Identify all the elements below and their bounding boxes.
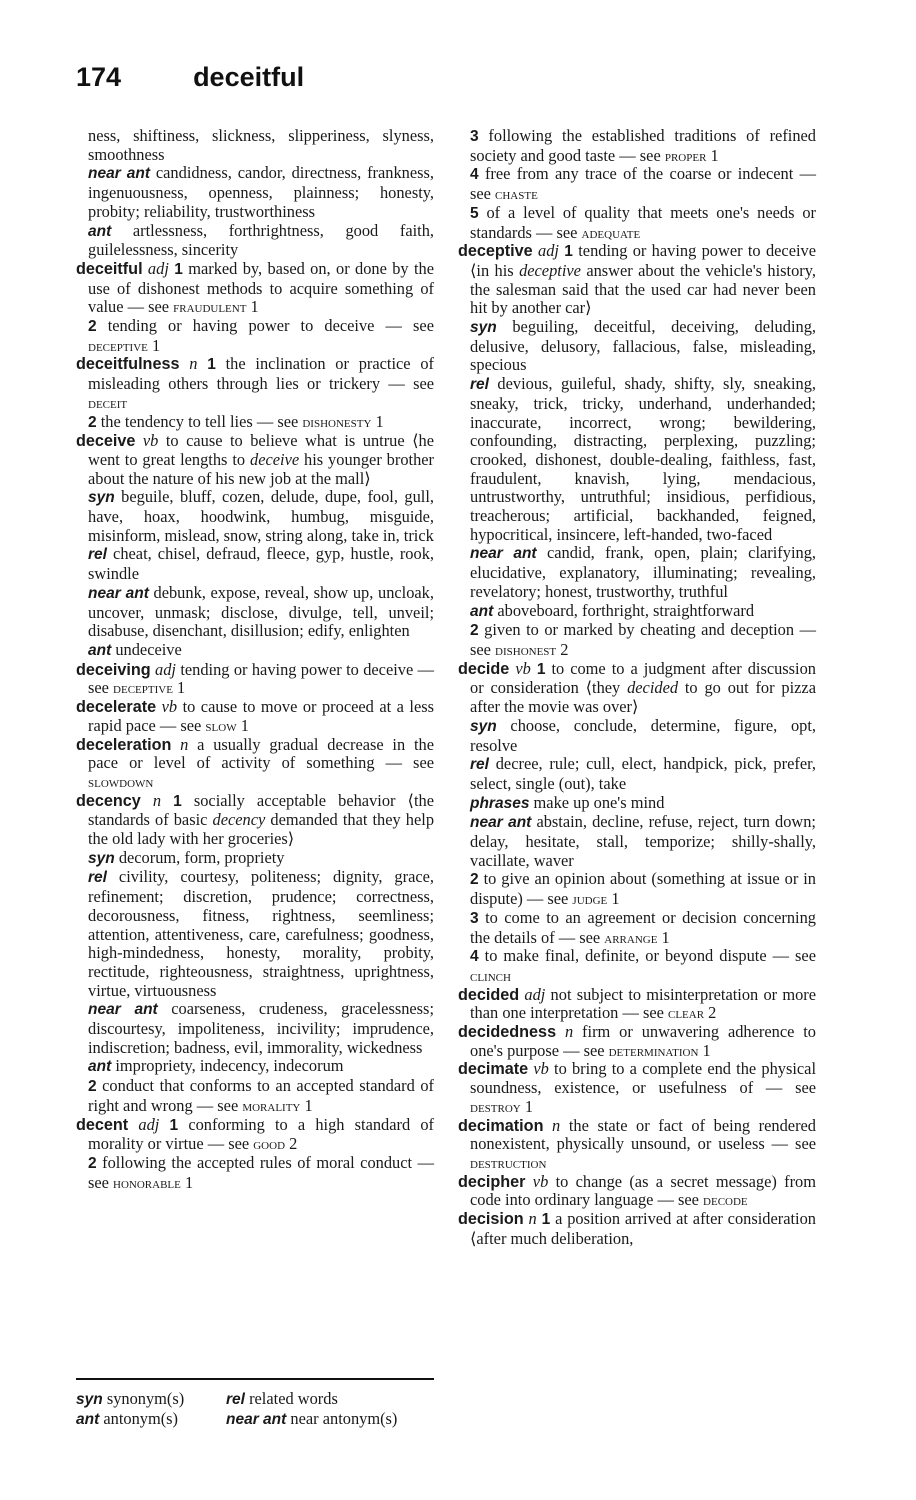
entry-subsense [458,318,816,375]
section-label: rel [88,869,107,887]
entry-text: to cause to move or proceed at a less rapid pace — see [88,697,434,735]
entry-text: cheat, chisel, defraud, fleece, gyp, hustle, rook, swindle [88,544,434,584]
italic-text: n [189,354,198,374]
dictionary-entry [458,1117,816,1173]
dictionary-entry [458,1023,816,1060]
headword: deceive [76,432,136,451]
entry-subsense [458,717,816,755]
entry-text: impropriety, indecency, indecorum [111,1056,344,1076]
sense-number: 1 [174,260,183,278]
headword: decimation [458,1116,544,1135]
legend-item-syn: syn synonym(s) [76,1389,185,1408]
sense-number: 3 [470,909,479,927]
cross-reference: clear [667,1003,705,1023]
entry-subsense [458,870,816,908]
section-label: syn [470,319,497,337]
dictionary-entry [76,661,434,698]
italic-text: adj [147,258,169,278]
section-label: phrases [470,794,530,812]
entry-subsense [458,165,816,203]
dictionary-entry [458,1060,816,1116]
entry-text [135,431,142,450]
entry-text: devious, guileful, shady, shifty, sly, sneaking, sneaky, trick, tricky, underhand, underhanded; inaccurate, incorrect, wrong; bewildering, confounding, distracting, perplexing, puzzling; crooked, dishonest, double-dealing, faithless, fast, fraudulent, knavish, lying, mendacious, untrustworthy, untruthful; insidious, perfidious, treacherous; artificial, backhanded, feigned, hypocritical, insincere, left-handed, two-faced [470,374,816,544]
cross-reference: clinch [470,965,511,985]
section-label: near ant [470,545,537,563]
cross-reference: deceptive [113,678,173,698]
section-label: syn [88,849,115,867]
cross-reference: deceptive [88,335,148,355]
sense-number: 4 [470,948,479,966]
entry-text [171,735,180,754]
entry-text: his younger brother about the nature of his new job at the mall⟩ [88,449,435,488]
dictionary-entry [76,355,434,412]
sense-number: 2 [88,1154,97,1172]
headword: deceleration [76,735,172,754]
entry-text: beguile, bluff, cozen, delude, dupe, fool, gull, have, hoax, hoodwink, humbug, misguide, misinform, mislead, snow, string along, take in, trick [88,487,434,545]
dictionary-entry [76,260,434,317]
dictionary-entry [76,736,434,792]
entry-text: firm or unwavering adherence to one's purpose — see [470,1022,816,1060]
italic-text: decency [212,810,266,830]
headword: decimate [458,1060,529,1079]
entry-subsense [76,1154,434,1192]
entry-subsense [76,222,434,260]
entry-subsense [76,1057,434,1077]
entry-subsense [76,584,434,641]
dictionary-entry [76,432,434,488]
running-header [76,62,304,93]
cross-reference: fraudulent [173,297,247,317]
entry-text: conforming to a high standard of morality or virtue — see [88,1114,434,1154]
section-label: rel [470,376,489,394]
section-label: near ant [470,814,532,832]
entry-text: debunk, expose, reveal, show up, uncloak, uncover, unmask; disclose, divulge, tell, unveil; disabuse, disenchant, disillusion; edify, enlighten [88,582,434,641]
italic-text: n [152,790,162,810]
entry-text: make up one's mind [529,792,665,812]
cross-reference: good [253,1134,286,1154]
entry-text: to come to a judgment after discussion or consideration ⟨they [470,658,816,698]
sense-number: 2 [88,318,97,336]
entry-text: answer about the vehicle's history, the salesman said that the used car had never been hit by another car⟩ [470,260,816,318]
italic-text: vb [515,658,531,678]
entry-text: demanded that they help the old lady with her groceries⟩ [88,810,435,849]
headword: decelerate [76,698,157,717]
sense-number: 1 [173,792,182,810]
entry-text: to make final, definite, or beyond dispute — see [478,946,816,966]
sense-number: 2 [470,871,479,889]
section-label: rel [88,546,107,564]
headword: deceptive [458,242,533,261]
headword: decency [76,791,141,810]
sense-number: 1 [169,1116,179,1134]
dictionary-entry [458,1173,816,1210]
entry-text: candidness, candor, directness, frankness, ingenuousness, openness, plainness; honesty, probity; reliability, trustworthiness [88,163,434,221]
italic-text: n [564,1022,574,1042]
entry-text: 1 [706,145,719,165]
entry-text: 1 [371,411,384,431]
entry-text: aboveboard, forthright, straightforward [493,600,755,620]
entry-subsense [458,204,816,242]
headword: decipher [458,1172,526,1191]
left-column [76,127,434,1192]
abbreviation-legend [76,1378,434,1429]
entry-subsense [76,641,434,661]
cross-reference: determination [608,1040,699,1060]
entry-text: tending or having power to deceive — see [88,659,434,698]
sense-number: 1 [564,243,573,261]
legend-item-ant: ant antonym(s) [76,1409,179,1428]
sense-number: 1 [207,356,216,374]
entry-text: the state or fact of being rendered nonexistent, physically unsound, or useless — see [470,1115,816,1154]
entry-text: not subject to misinterpretation or more than one interpretation — see [470,984,816,1023]
section-label: ant [88,641,112,659]
entry-subsense [458,375,816,544]
sense-number: 4 [470,166,479,184]
sense-number: 5 [470,204,479,222]
entry-subsense [76,164,434,221]
entry-subsense [76,317,434,355]
entry-text [525,1172,532,1191]
headword: decision [458,1210,524,1229]
cross-reference: slow [205,715,237,735]
cross-reference: dishonest [495,639,557,659]
entry-text: 1 [236,715,249,735]
entry-text: 2 [285,1134,298,1154]
entry-subsense [458,602,816,622]
entry-text [159,1115,169,1134]
sense-number: 2 [470,622,479,640]
sense-number: 1 [541,1211,551,1229]
entry-text: 1 [520,1096,534,1116]
italic-text: vb [161,697,178,717]
section-label: syn [88,489,115,507]
entry-text: 1 [246,297,259,317]
entry-subsense [76,488,434,545]
entry-subsense [76,127,434,164]
headword: decide [458,659,510,678]
entry-text: abstain, decline, refuse, reject, turn down; delay, hesitate, stall, temporize; shilly-shally, vacillate, waver [470,812,816,870]
entry-subsense [458,909,816,947]
right-column [458,127,816,1248]
entry-text: free from any trace of the coarse or indecent — see [470,164,816,204]
entry-text: following the established traditions of refined society and good taste — see [470,126,816,165]
entry-text: coarseness, crudeness, gracelessness; discourtesy, impoliteness, incivility; imprudence, indiscretion; badness, evil, immorality, wickedness [88,999,434,1057]
cross-reference: honorable [113,1172,181,1192]
headword: decent [76,1115,129,1134]
entry-text [141,791,153,810]
italic-text: adj [538,241,559,261]
entry-text: beguiling, deceitful, deceiving, deluding, delusive, delusory, fallacious, false, misleading, specious [470,317,816,375]
entry-text: candid, frank, open, plain; clarifying, elucidative, explanatory, illuminating; revealing, revelatory; honest, trustworthy, truthful [470,543,816,601]
dictionary-entry [458,1210,816,1248]
entry-text: decree, rule; cull, elect, handpick, pick, prefer, select, single (out), take [470,754,816,793]
entry-text: the tendency to tell lies — see [96,411,303,431]
italic-text: n [552,1115,561,1135]
dictionary-entry [76,698,434,735]
entry-subsense [76,1000,434,1057]
entry-subsense [458,813,816,870]
cross-reference: morality [242,1095,301,1115]
cross-reference: chaste [495,184,538,204]
section-label: near ant [88,584,149,602]
section-label: ant [470,602,494,620]
dictionary-entry [76,1116,434,1154]
sense-number: 3 [470,128,479,145]
dictionary-entry [76,792,434,849]
headword: decidedness [458,1023,557,1042]
cross-reference: judge [572,889,608,909]
entry-subsense [76,545,434,583]
entry-text: marked by, based on, or done by the use of dishonest methods to acquire something of value — see [88,258,434,317]
entry-text: undeceive [111,639,182,659]
entry-subsense [76,413,434,433]
section-label: near ant [88,165,151,183]
section-label: near ant [88,1001,158,1019]
entry-text: tending or having power to deceive — see [96,316,434,336]
italic-text: adj [524,984,546,1004]
italic-text: deceive [250,449,300,469]
entry-text: to change (as a secret message) from code into ordinary language — see [470,1171,816,1210]
entry-text: socially acceptable behavior ⟨the standards of basic [88,790,434,830]
cross-reference: proper [664,145,707,165]
entry-text: 1 [698,1040,711,1060]
cross-reference: adequate [581,222,641,242]
italic-text: n [528,1209,537,1229]
entry-text [161,791,173,810]
sense-number: 1 [536,660,546,678]
entry-text: conduct that conforms to an accepted standard of right and wrong — see [88,1076,434,1115]
headword: deceitfulness [76,355,180,374]
entry-text [543,1116,552,1135]
entry-subsense [458,755,816,793]
entry-text [197,354,207,373]
entry-text: choose, conclude, determine, figure, opt, resolve [470,715,816,755]
legend-item-rel: rel related words [226,1389,338,1408]
entry-subsense [458,544,816,601]
entry-text: 2 [556,639,569,659]
entry-text: to bring to a complete end the physical soundness, existence, or usefulness of — see [470,1059,816,1098]
section-label: syn [470,717,497,735]
entry-text: civility, courtesy, politeness; dignity, grace, refinement; discretion, prudence; correctness, decorousness, fitness, rightness, seemliness; attention, attentiveness, care, carefulness; goodness, high-mindedness, honesty, morality, probity, rectitude, righteousness, straightness, uprightness, virtue, virtuousness [88,867,434,1000]
entry-text: the inclination or practice of misleading others through lies or trickery — see [88,354,434,394]
italic-text: adj [138,1114,160,1134]
dictionary-entry [458,986,816,1023]
entry-text: decorum, form, propriety [114,847,285,867]
entry-text: a usually gradual decrease in the pace or level of activity of something — see [88,734,434,773]
italic-text: n [180,734,189,754]
entry-subsense [76,849,434,869]
entry-text: ness, shiftiness, slickness, slipperiness, slyness, smoothness [88,126,434,164]
entry-subsense [458,621,816,659]
entry-text [128,1115,138,1134]
sense-number: 2 [88,1078,97,1096]
section-label: rel [470,756,489,774]
cross-reference: decode [703,1190,748,1210]
entry-text [556,1022,565,1041]
cross-reference: arrange [604,927,658,947]
entry-text: to come to an agreement or decision concerning the details of — see [470,907,816,947]
entry-text: 1 [657,927,670,947]
entry-text: given to or marked by cheating and deception — see [470,620,816,659]
entry-text: to give an opinion about (something at issue or in dispute) — see [470,869,816,909]
cross-reference: slowdown [88,771,154,791]
italic-text: adj [155,659,176,679]
entry-subsense [458,947,816,985]
entry-text: 2 [704,1003,717,1023]
sense-number: 2 [88,413,97,431]
cross-reference: destruction [470,1152,547,1172]
entry-text: tending or having power to deceive ⟨in his [470,241,816,280]
entry-text: 1 [180,1172,194,1192]
cross-reference: destroy [470,1096,521,1116]
entry-subsense [76,1077,434,1115]
italic-text: decided [627,678,679,698]
page-number: 174 [76,62,122,92]
section-label: ant [88,222,112,240]
entry-text: to cause to believe what is untrue ⟨he went to great lengths to [88,431,434,469]
headword: deceitful [76,259,143,278]
entry-text: 1 [147,335,161,355]
dictionary-entry [458,660,816,717]
entry-text: to go out for pizza after the movie was over⟩ [470,678,816,717]
italic-text: vb [142,431,159,451]
guide-word: deceitful [193,62,305,92]
entry-subsense [76,868,434,1000]
entry-text: of a level of quality that meets one's needs or standards — see [470,202,816,242]
entry-text: artlessness, forthrightness, good faith, guilelessness, sincerity [88,220,434,260]
entry-text: a position arrived at after consideration ⟨after much deliberation, [470,1209,816,1248]
entry-subsense [458,794,816,814]
headword: decided [458,985,520,1004]
entry-subsense [458,127,816,165]
entry-text [179,354,189,373]
legend-item-near-ant: near ant near antonym(s) [226,1409,398,1428]
italic-text: deceptive [519,260,581,280]
italic-text: vb [532,1171,549,1191]
cross-reference: deceit [88,392,128,412]
italic-text: vb [533,1059,549,1079]
entry-text: following the accepted rules of moral conduct — see [88,1152,434,1192]
section-label: ant [88,1058,112,1076]
cross-reference: dishonesty [302,411,372,431]
headword: deceiving [76,660,151,679]
entry-text: 1 [607,889,620,909]
entry-text: 1 [300,1095,313,1115]
dictionary-entry [458,242,816,318]
entry-text: 1 [172,678,186,698]
